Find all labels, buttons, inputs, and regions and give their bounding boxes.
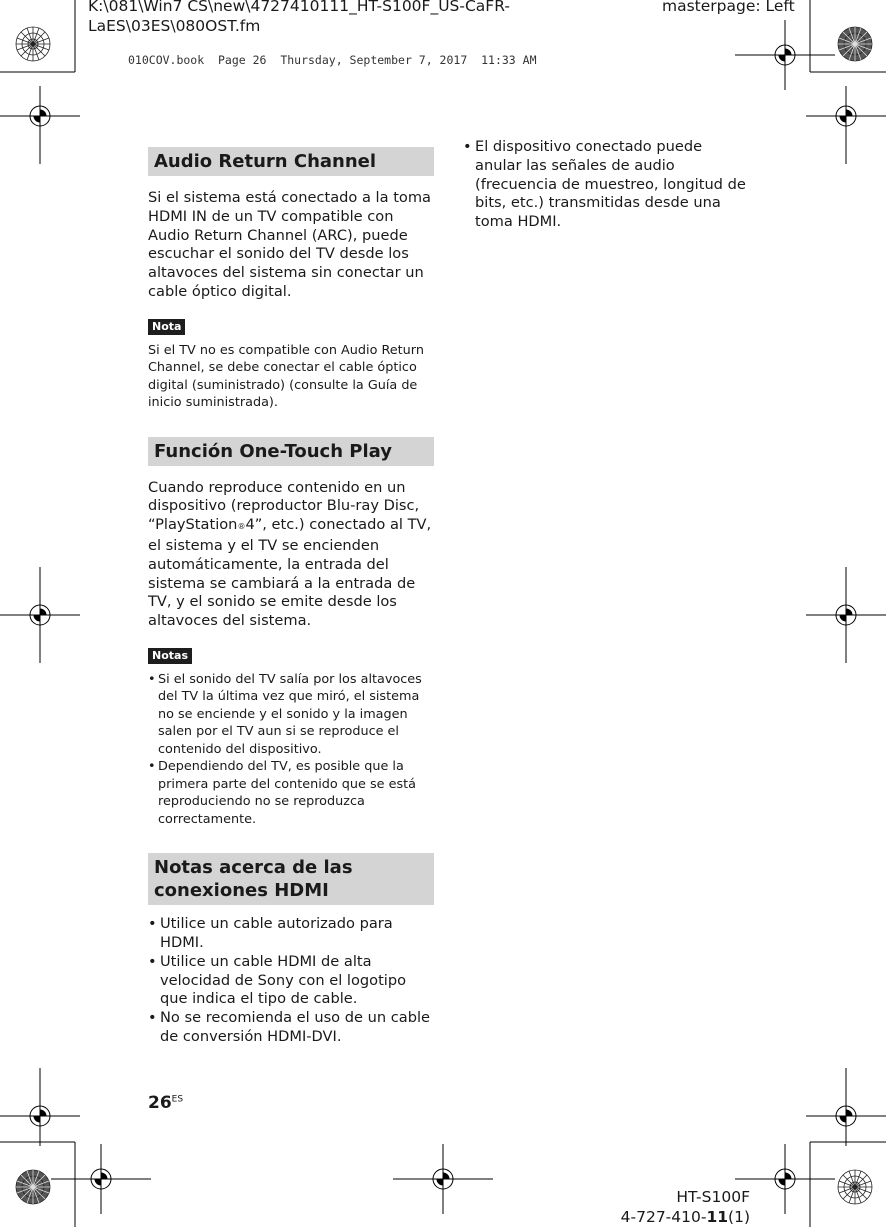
rosette-icon (838, 27, 872, 61)
crosshair-icon (806, 86, 886, 164)
crosshair-icon (806, 567, 886, 663)
crosshair-icon (51, 1144, 151, 1214)
section-heading-hdmi: Notas acerca de las conexiones HDMI (148, 853, 434, 905)
list-item: • No se recomienda el uso de un cable de conversión HDMI-DVI. (148, 1009, 438, 1047)
left-column (148, 147, 438, 1047)
crosshair-icon (735, 1144, 835, 1214)
one-touch-notes (148, 671, 438, 829)
notes-label: Notas (148, 648, 192, 664)
crosshair-icon (735, 20, 835, 90)
rosette-icon (16, 1170, 50, 1204)
rosette-icon (838, 1170, 872, 1204)
right-column (463, 138, 753, 232)
crosshair-icon (0, 567, 80, 663)
list-item: • Dependiendo del TV, es posible que la primera parte del contenido que se está reproduciendo no se reproduzca correctamente. (148, 758, 438, 828)
crosshair-icon (806, 1068, 886, 1146)
book-info-line: 010COV.book Page 26 Thursday, September 7, 2017 11:33 AM (128, 53, 537, 67)
list-item: • El dispositivo conectado puede anular las señales de audio (frecuencia de muestreo, longitud de bits, etc.) transmitidas desde una toma HDMI. (463, 138, 753, 232)
section-heading-one-touch: Función One-Touch Play (148, 437, 434, 466)
masterpage-label: masterpage: Left (662, 0, 795, 15)
crosshair-icon (393, 1144, 493, 1214)
list-item: • Si el sonido del TV salía por los altavoces del TV la última vez que miró, el sistema no se enciende y el sonido y la imagen salen por el TV aun si se reproduce el contenido del dispositivo. (148, 671, 438, 759)
section-heading-arc: Audio Return Channel (148, 147, 434, 176)
list-item: • Utilice un cable HDMI de alta velocidad de Sony con el logotipo que indica el tipo de cable. (148, 953, 438, 1009)
footer-model-code (621, 1187, 750, 1227)
rosette-icon (16, 27, 50, 61)
crosshair-icon (0, 86, 80, 164)
note-label: Nota (148, 319, 185, 335)
model-name: HT-S100F (676, 1188, 750, 1206)
arc-note: Si el TV no es compatible con Audio Return Channel, se debe conectar el cable óptico digital (suministrado) (consulte la Guía de inicio suministrada). (148, 342, 424, 411)
part-number: 4-727-410-11(1) (620, 1208, 750, 1226)
arc-body: Si el sistema está conectado a la toma HDMI IN de un TV compatible con Audio Return Channel (ARC), puede escuchar el sonido del TV desde los altavoces del sistema sin conectar un cable óptico digital. (148, 189, 432, 300)
crosshair-icon (0, 1068, 80, 1146)
one-touch-body: Cuando reproduce contenido en un dispositivo (reproductor Blu-ray Disc, “PlayStation®4”, etc.) conectado al TV, el sistema y el TV se encienden automáticamente, la entrada del sistema se cambiará a la entrada de TV, y el sonido se emite desde los altavoces del sistema. (148, 478, 432, 630)
page-number: $26^{ES}$ (148, 1093, 184, 1113)
registered-mark: ® (237, 522, 246, 532)
hdmi-list (148, 915, 438, 1047)
list-item: • Utilice un cable autorizado para HDMI. (148, 915, 438, 953)
file-path-header: K:\081\Win7 CS\new\4727410111_HT-S100F_US-CaFR-LaES\03ES\080OST.fm (88, 0, 510, 35)
